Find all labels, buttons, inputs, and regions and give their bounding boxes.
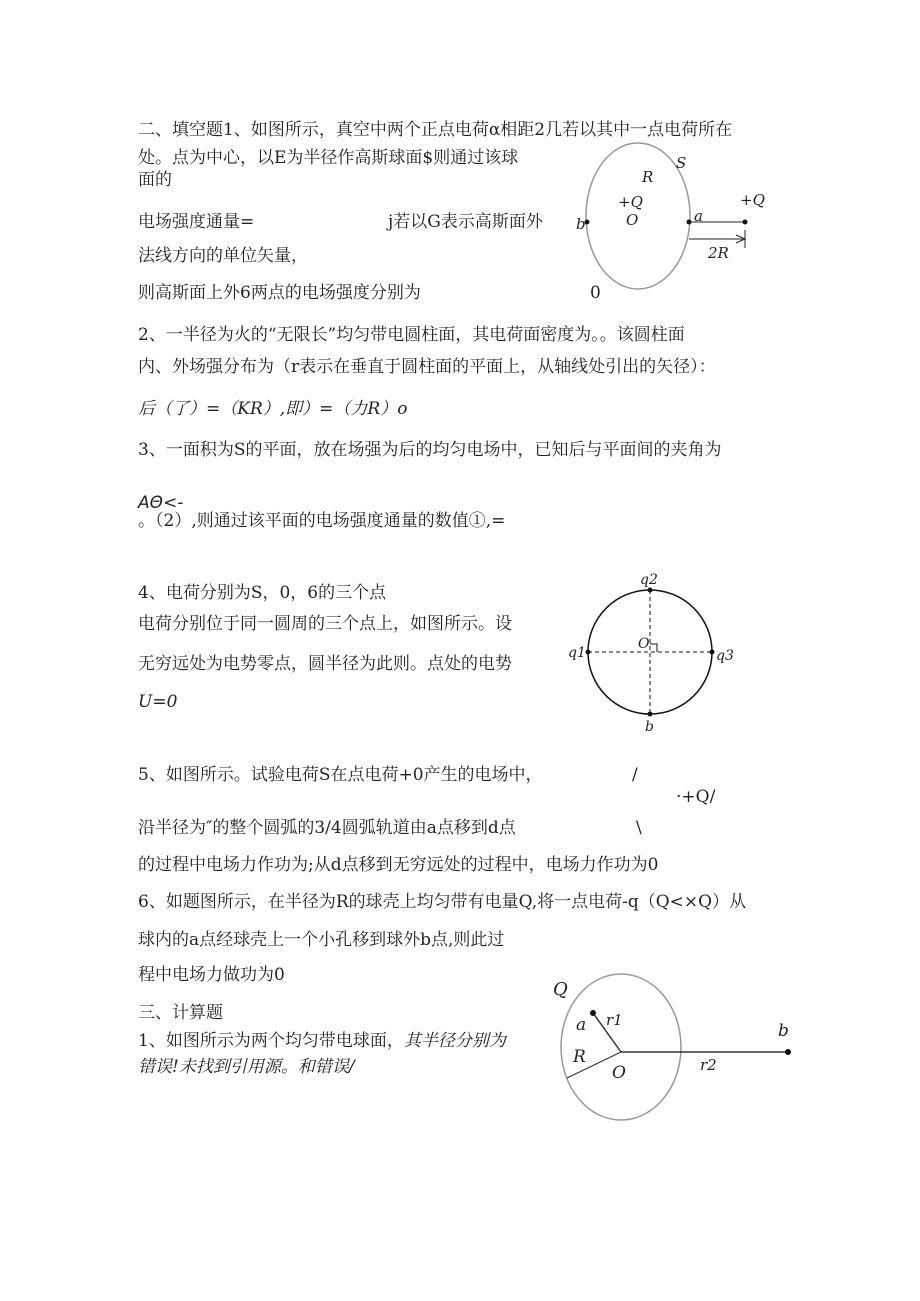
section3-title: 三、计算题 <box>138 1003 223 1023</box>
svg-text:b: b <box>645 719 654 735</box>
label-S: S <box>676 154 687 172</box>
svg-text:R: R <box>573 1047 586 1067</box>
q1-line4: 电场强度通量= <box>138 212 255 232</box>
svg-text:b: b <box>778 1021 789 1041</box>
q6-line1: 6、如题图所示，在半径为R的球壳上均匀带有电量Q,将一点电荷-q（Q<×Q）从 <box>138 892 747 912</box>
q1-line2: 处。点为中心，以E为半径作高斯球面$则通过该球 <box>138 148 519 168</box>
svg-text:O: O <box>626 211 639 229</box>
q1-line4b: j若以G表示高斯面外 <box>388 212 543 232</box>
svg-text:R: R <box>642 168 654 186</box>
q4-line3: 无穷远处为电势零点，圆半径为此则。点处的电势 <box>138 654 512 674</box>
q5-fig-mark2: \ <box>636 818 642 838</box>
svg-text:O: O <box>612 1063 626 1083</box>
svg-text:r2: r2 <box>700 1056 717 1074</box>
figure-spherical-shell <box>553 974 791 1120</box>
q6-line2: 球内的a点经球壳上一个小孔移到球外b点,则此过 <box>138 930 505 950</box>
svg-text:O: O <box>638 636 650 652</box>
svg-text:a: a <box>694 207 703 225</box>
q1-answer: 0 <box>590 283 601 303</box>
svg-text:a: a <box>576 1015 587 1035</box>
q3-line2: AΘ<- <box>138 493 184 513</box>
svg-text:q1: q1 <box>568 645 586 661</box>
q1-line1: 二、填空题1、如图所示，真空中两个正点电荷α相距2几若以其中一点电荷所在 <box>138 120 733 140</box>
q6-line3: 程中电场力做功为0 <box>138 965 285 985</box>
svg-text:q2: q2 <box>640 572 658 588</box>
q5-fig-mark1: / <box>632 765 638 785</box>
q2-line2: 内、外场强分布为（r表示在垂直于圆柱面的平面上，从轴线处引出的矢径）： <box>138 357 716 377</box>
q4-line1: 4、电荷分别为S，0，6的三个点 <box>138 583 387 603</box>
svg-text:2R: 2R <box>708 244 729 262</box>
q4-line2: 电荷分别位于同一圆周的三个点上，如图所示。设 <box>138 614 512 634</box>
q1-line6: 则高斯面上外6两点的电场强度分别为 <box>138 283 421 303</box>
q3-line3: 。（2）,则通过该平面的电场强度通量的数值①,= <box>138 511 506 531</box>
q5-line3: 的过程中电场力作功为;从d点移到无穷远处的过程中，电场力作功为0 <box>138 855 659 875</box>
q5-fig-charge: ·+Q/ <box>676 787 716 807</box>
svg-text:Q: Q <box>553 979 568 1000</box>
q2-line1: 2、一半径为火的“无限长”均匀带电圆柱面，其电荷面密度为。。该圆柱面 <box>138 325 685 345</box>
s3-q1-text: 1、如图所示为两个均匀带电球面， <box>138 1031 404 1051</box>
q5-line2: 沿半径为″的整个圆弧的3/4圆弧轨道由a点移到d点 <box>138 818 516 838</box>
s3-q1-italic: 其半径分别为 <box>403 1031 506 1051</box>
svg-text:+Q: +Q <box>618 193 643 211</box>
svg-text:r1: r1 <box>606 1011 623 1029</box>
q1-line3: 面的 <box>138 170 172 190</box>
s3-q1-line2: 错误!未找到引用源。和错误/ <box>138 1057 355 1077</box>
q3-line1: 3、一面积为S的平面，放在场强为后的均匀电场中，已知后与平面间的夹角为 <box>138 440 722 460</box>
svg-text:+Q: +Q <box>740 191 765 209</box>
q4-line4: U=0 <box>138 692 178 712</box>
svg-text:b: b <box>576 215 586 233</box>
q5-line1: 5、如图所示。试验电荷S在点电荷+0产生的电场中， <box>138 765 543 785</box>
q2-line3: 后（了）=（KR）,即）=（力R）o <box>138 399 408 419</box>
figure-three-charges <box>568 572 734 735</box>
q1-line5: 法线方向的单位矢量， <box>138 246 308 266</box>
svg-text:q3: q3 <box>716 648 734 664</box>
figure-gauss-sphere <box>576 143 765 289</box>
